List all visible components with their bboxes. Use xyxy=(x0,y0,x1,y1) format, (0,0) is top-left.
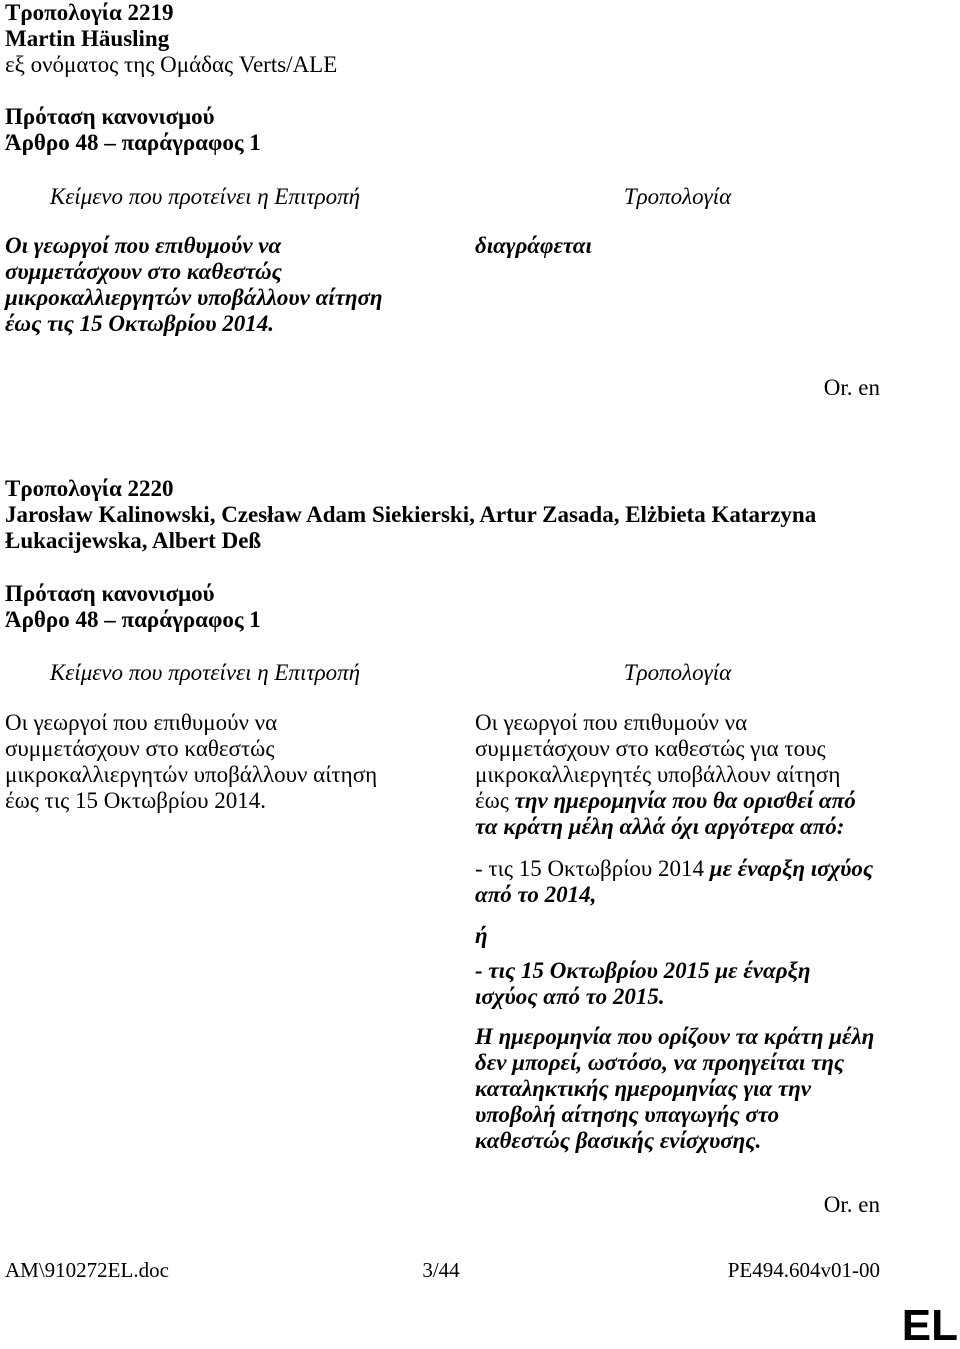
commission-text xyxy=(5,233,405,337)
amendment-text-line xyxy=(475,233,880,259)
commission-text-line: μικροκαλλιεργητών υποβάλλουν αίτηση xyxy=(5,285,383,310)
inserted-text: από το 2014, xyxy=(475,882,597,907)
inserted-text: την ημερομηνία που θα ορισθεί από xyxy=(514,788,856,813)
unchanged-text: μικροκαλλιεργητές υποβάλλουν αίτηση xyxy=(475,762,841,787)
unchanged-text: συμμετάσχουν στο καθεστώς για τους xyxy=(475,736,826,761)
unchanged-text: Οι γεωργοί που επιθυμούν να xyxy=(475,710,748,735)
commission-text-line: έως τις 15 Οκτωβρίου 2014. xyxy=(5,788,267,813)
amendment-text-line xyxy=(475,1102,880,1128)
commission-text-line: έως τις 15 Οκτωβρίου 2014. xyxy=(5,311,275,336)
inserted-text: με έναρξη ισχύος xyxy=(709,856,874,881)
amendment-text-line xyxy=(475,814,880,840)
unchanged-text: - τις 15 Οκτωβρίου 2014 xyxy=(475,856,710,881)
amendment-text-line xyxy=(475,736,880,762)
inserted-text: ή xyxy=(475,923,488,948)
original-language: Or. en xyxy=(823,1192,880,1217)
amendment-header xyxy=(5,0,337,78)
amendment-text-line xyxy=(475,788,880,814)
deleted-marker: διαγράφεται xyxy=(475,233,592,258)
legislative-reference xyxy=(5,104,261,156)
inserted-text: καταληκτικής ημερομηνίας για την xyxy=(475,1076,811,1101)
column-header-commission: Κείμενο που προτείνει η Επιτροπή xyxy=(49,184,361,209)
footer-pe-ref: PE494.604v01-00 xyxy=(727,1258,880,1282)
amendment-text-line xyxy=(475,1050,880,1076)
unchanged-text: έως xyxy=(475,788,515,813)
author-line: Łukacijewska, Albert Deß xyxy=(5,528,262,553)
amendment-text-line xyxy=(475,1024,880,1050)
amendment-paragraph xyxy=(475,856,880,908)
amendment-text-line xyxy=(475,923,880,949)
amendment-paragraph xyxy=(475,958,880,1010)
amendment-text xyxy=(475,233,880,259)
inserted-text: καθεστώς βασικής ενίσχυσης. xyxy=(475,1128,762,1153)
amendment-text-line xyxy=(475,856,880,882)
inserted-text: δεν μπορεί, ωστόσο, να προηγείται της xyxy=(475,1050,845,1075)
footer-page-number: 3/44 xyxy=(422,1258,460,1282)
column-header-commission: Κείμενο που προτείνει η Επιτροπή xyxy=(49,660,361,685)
proposal-label: Πρόταση κανονισμού xyxy=(5,104,215,129)
amendment-title: Τροπολογία 2220 xyxy=(5,476,174,501)
amendment-header xyxy=(5,476,816,554)
footer-doc-ref: AM\910272EL.doc xyxy=(5,1258,169,1282)
inserted-text: Η ημερομηνία που ορίζουν τα κράτη μέλη xyxy=(475,1024,875,1049)
amendment-text-line xyxy=(475,958,880,984)
proposal-label: Πρόταση κανονισμού xyxy=(5,581,215,606)
amendment-text-line xyxy=(475,882,880,908)
amendment-title: Τροπολογία 2219 xyxy=(5,0,174,25)
commission-text xyxy=(5,710,405,814)
legislative-reference xyxy=(5,581,261,633)
on-behalf-line: εξ ονόματος της Ομάδας Verts/ALE xyxy=(5,52,338,77)
commission-text-line: συμμετάσχουν στο καθεστώς xyxy=(5,259,282,284)
author-line: Jarosław Kalinowski, Czesław Adam Siekierski, Artur Zasada, Elżbieta Katarzyna xyxy=(5,502,817,527)
article-label: Άρθρο 48 – παράγραφος 1 xyxy=(5,130,261,155)
original-language: Or. en xyxy=(823,375,880,400)
inserted-text: ισχύος από το 2015. xyxy=(475,984,665,1009)
amendment-text-line xyxy=(475,762,880,788)
column-header-amendment: Τροπολογία xyxy=(623,184,732,209)
commission-text-line: Οι γεωργοί που επιθυμούν να xyxy=(5,710,278,735)
inserted-text: τα κράτη μέλη αλλά όχι αργότερα από: xyxy=(475,814,845,839)
author-line: Martin Häusling xyxy=(5,26,170,51)
inserted-text: - τις 15 Οκτωβρίου 2015 με έναρξη xyxy=(475,958,811,983)
amendment-text-line xyxy=(475,1076,880,1102)
article-label: Άρθρο 48 – παράγραφος 1 xyxy=(5,607,261,632)
amendment-text-line xyxy=(475,710,880,736)
commission-text-line: Οι γεωργοί που επιθυμούν να xyxy=(5,233,282,258)
amendment-text-line xyxy=(475,1128,880,1154)
column-header-amendment: Τροπολογία xyxy=(623,660,732,685)
amendment-paragraph xyxy=(475,710,880,840)
amendment-paragraph xyxy=(475,1024,880,1154)
language-badge: EL xyxy=(901,1301,958,1349)
amendment-paragraph xyxy=(475,923,880,949)
inserted-text: υποβολή αίτησης υπαγωγής στο xyxy=(475,1102,780,1127)
commission-text-line: μικροκαλλιεργητών υποβάλλουν αίτηση xyxy=(5,762,378,787)
amendment-text-line xyxy=(475,984,880,1010)
commission-text-line: συμμετάσχουν στο καθεστώς xyxy=(5,736,275,761)
